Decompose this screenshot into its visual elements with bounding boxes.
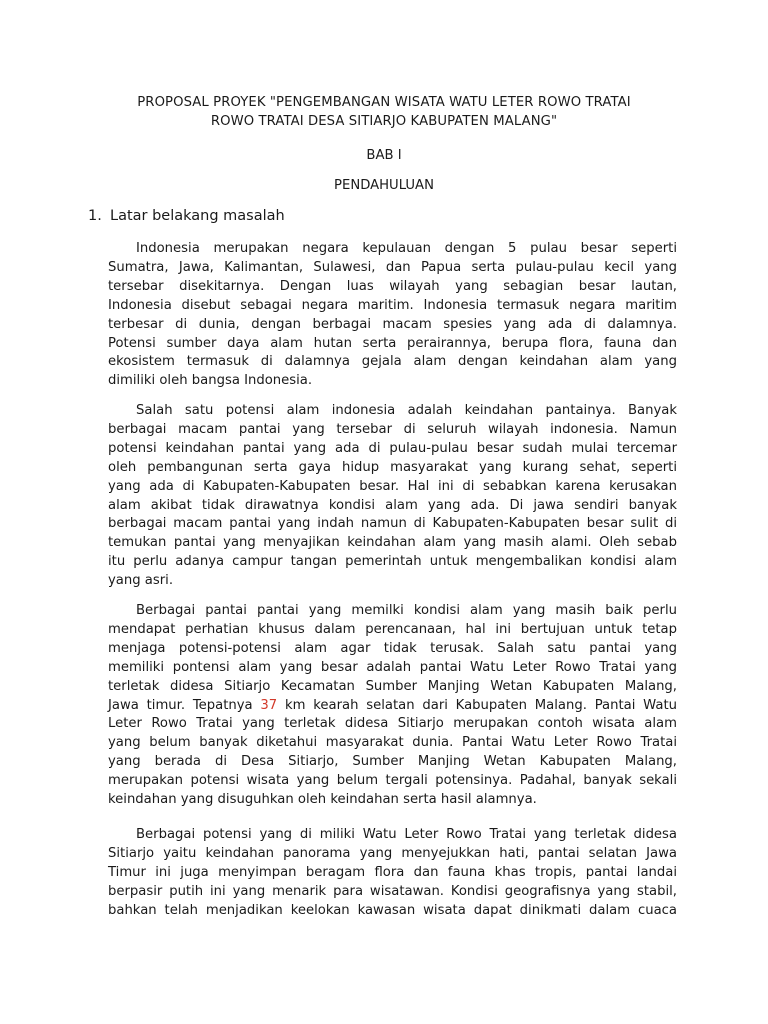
paragraph-1 <box>108 240 677 391</box>
paragraph-line: yang berada di Desa Sitiarjo, Sumber Manjing Wetan Kabupaten Malang, <box>108 754 677 770</box>
paragraph-line: yang ada di Kabupaten-Kabupaten besar. Hal ini di sebabkan karena kerusakan <box>108 478 677 494</box>
paragraph-line: itu perlu adanya campur tangan pemerintah untuk mengembalikan kondisi alam <box>108 554 677 570</box>
paragraph-line: Sitiarjo yaitu keindahan panorama yang menyejukkan hati, pantai selatan Jawa <box>108 845 677 861</box>
paragraph-3 <box>108 602 677 810</box>
paragraph-line: oleh pembangunan serta gaya hidup masyarakat yang kurang sehat, seperti <box>108 459 677 475</box>
title-line-2: ROWO TRATAI DESA SITIARJO KABUPATEN MALANG" <box>210 114 558 129</box>
paragraph-4 <box>108 826 677 921</box>
paragraph-line: dimiliki oleh bangsa Indonesia. <box>108 373 313 389</box>
paragraph-line: memiliki pontensi alam yang besar adalah pantai Watu Leter Rowo Tratai yang <box>108 659 677 675</box>
paragraph-line: menjaga potensi-potensi alam agar tidak terusak. Salah satu pantai yang <box>108 640 677 656</box>
paragraph-line: Indonesia merupakan negara kepulauan dengan 5 pulau besar seperti <box>136 241 677 256</box>
paragraph-line: ekosistem termasuk di dalamnya gejala alam dengan keindahan alam yang <box>108 354 677 370</box>
paragraph-line: yang asri. <box>108 573 174 589</box>
paragraph-line: terbesar di dunia, dengan berbagai macam spesies yang ada di dalamnya. <box>108 316 677 332</box>
paragraph-line: mendapat perhatian khusus dalam perencanaan, hal ini bertujuan untuk tetap <box>108 621 677 637</box>
paragraph-line: merupakan potensi wisata yang belum tergali potensinya. Padahal, banyak sekali <box>108 773 677 789</box>
paragraph-line: berpasir putih ini yang menarik para wisatawan. Kondisi geografisnya yang stabil, <box>108 883 677 899</box>
section-heading <box>88 206 285 226</box>
paragraph-line: temukan pantai yang menyajikan keindahan alam yang masih alami. Oleh sebab <box>108 535 677 551</box>
paragraph-line: Salah satu potensi alam indonesia adalah keindahan pantainya. Banyak <box>136 403 677 418</box>
highlight-prefix: Jawa timur. Tepatnya <box>108 697 261 713</box>
paragraph-line: terletak didesa Sitiarjo Kecamatan Sumber Manjing Wetan Kabupaten Malang, <box>108 678 677 694</box>
paragraph-line: yang belum banyak diketahui masyarakat dunia. Pantai Watu Leter Rowo Tratai <box>108 735 677 751</box>
paragraph-line: Berbagai pantai pantai yang memilki kondisi alam yang masih baik perlu <box>136 603 677 618</box>
section-title: Latar belakang masalah <box>110 208 285 224</box>
paragraph-line: keindahan yang disuguhkan oleh keindahan serta hasil alamnya. <box>108 792 537 808</box>
paragraph-line: potensi keindahan pantai yang ada di pulau-pulau besar sudah mulai tercemar <box>108 440 677 456</box>
paragraph-line: Timur ini juga menyimpan beragam flora dan fauna khas tropis, pantai landai <box>108 864 677 880</box>
paragraph-line: Berbagai potensi yang di miliki Watu Leter Rowo Tratai yang terletak didesa <box>136 827 677 842</box>
paragraph-line: Sumatra, Jawa, Kalimantan, Sulawesi, dan Papua serta pulau-pulau kecil yang <box>108 259 677 275</box>
title-line-1: PROPOSAL PROYEK "PENGEMBANGAN WISATA WATU LETER ROWO TRATAI <box>137 95 631 110</box>
paragraph-2 <box>108 402 677 591</box>
section-number: 1. <box>88 208 102 224</box>
distance-value: 37 <box>260 697 278 713</box>
highlight-suffix: km kearah selatan dari Kabupaten Malang. Pantai Watu <box>277 697 677 713</box>
paragraph-line: bahkan telah menjadikan keelokan kawasan wisata dapat dinikmati dalam cuaca <box>108 902 677 918</box>
paragraph-line-highlight <box>108 697 677 716</box>
chapter-title: PENDAHULUAN <box>334 178 434 193</box>
paragraph-line: alam akibat tidak dirawatnya kondisi alam yang ada. Di jawa sendiri banyak <box>108 497 677 513</box>
paragraph-line: berbagai macam pantai yang indah namun di Kabupaten-Kabupaten besar sulit di <box>108 516 677 532</box>
chapter-label: BAB I <box>366 148 402 163</box>
document-title <box>60 93 708 131</box>
paragraph-line: Leter Rowo Tratai yang terletak didesa Sitiarjo merupakan contoh wisata alam <box>108 716 677 732</box>
paragraph-line: Potensi sumber daya alam hutan serta perairannya, berupa flora, fauna dan <box>108 335 677 351</box>
paragraph-line: Indonesia disebut sebagai negara maritim. Indonesia termasuk negara maritim <box>108 297 677 313</box>
paragraph-line: tersebar disekitarnya. Dengan luas wilayah yang sebagian besar lautan, <box>108 278 677 294</box>
paragraph-line: berbagai macam pantai yang tersebar di seluruh wilayah indonesia. Namun <box>108 421 677 437</box>
